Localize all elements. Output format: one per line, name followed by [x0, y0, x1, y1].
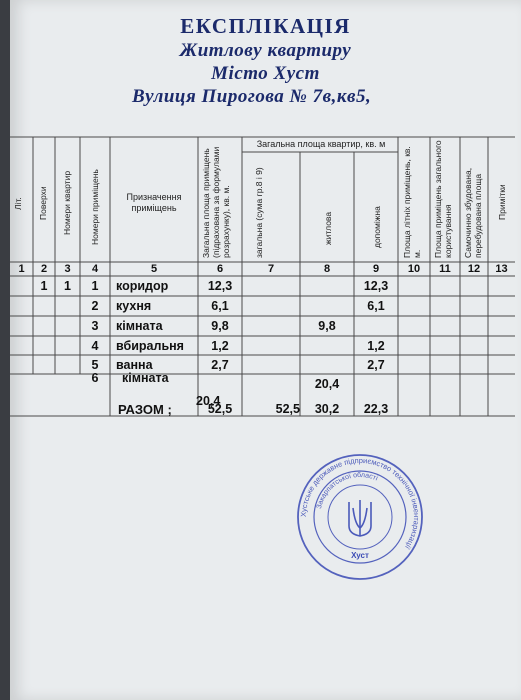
stamp-outer-text: Хустське державне підприємство технічної інвентаризації — [298, 455, 422, 551]
totals-living-area: 30,2 — [314, 402, 340, 416]
col-number: 2 — [40, 263, 48, 275]
official-stamp — [295, 452, 425, 582]
col-header-auxiliary-area: допоміжна — [372, 206, 382, 248]
col-header-room-purpose: Призначення приміщень — [126, 192, 182, 213]
cell-room-name: кухня — [116, 299, 152, 313]
cell-auxiliary-area: 6,1 — [367, 299, 385, 313]
cell-room-number: 3 — [91, 319, 99, 333]
doc-title: ЕКСПЛІКАЦІЯ — [180, 14, 351, 38]
stamp-city: Хуст — [351, 551, 369, 560]
col-header-living-area: житлова — [323, 211, 333, 245]
col-header-letter: Літ. — [13, 197, 23, 210]
cell-room-number: 6 — [91, 371, 99, 385]
cell-floor: 1 — [40, 279, 48, 293]
col-header-room-numbers: Номери приміщень — [90, 169, 100, 245]
cell-living-area: 9,8 — [318, 319, 336, 333]
cell-room-number: 2 — [91, 299, 99, 313]
col-header-apartment-area-group: Загальна площа квартир, кв. м — [256, 139, 386, 149]
col-number: 13 — [495, 263, 508, 275]
doc-subtitle-city: Місто Хуст — [211, 63, 320, 84]
col-header-notes: Примітки — [497, 184, 507, 220]
totals-label: РАЗОМ ; — [118, 402, 172, 417]
col-number: 1 — [18, 263, 25, 275]
col-number: 11 — [439, 263, 451, 275]
cell-living-area: 20,4 — [314, 377, 340, 391]
cell-room-number: 5 — [91, 358, 99, 372]
col-header-floors: Поверхи — [38, 186, 48, 220]
col-number: 9 — [372, 263, 380, 275]
col-number: 10 — [407, 263, 421, 275]
cell-total-area: 20,4 — [196, 394, 221, 408]
col-header-summer-area: Площа літніх приміщень, кв. м. — [402, 146, 422, 258]
cell-auxiliary-area: 1,2 — [367, 339, 385, 353]
col-header-common-area: Площа приміщень загального користування — [433, 140, 453, 258]
cell-room-name: кімната — [122, 371, 169, 385]
cell-total-area: 9,8 — [211, 319, 229, 333]
cell-apartment: 1 — [64, 279, 71, 293]
col-number: 8 — [323, 263, 331, 275]
document-page — [10, 0, 521, 700]
col-header-sum-area: загальна (сума гр.8 і 9) — [254, 167, 264, 258]
cell-auxiliary-area: 12,3 — [363, 279, 389, 293]
totals-auxiliary-area: 22,3 — [363, 402, 389, 416]
trident-emblem-icon — [349, 500, 371, 536]
cell-total-area: 2,7 — [211, 358, 229, 372]
col-header-total-area: Загальна площа приміщень (підрахована за формулами розрахунку), кв. м. — [201, 146, 231, 258]
col-number: 7 — [267, 263, 275, 275]
col-header-apartment-numbers: Номери квартир — [62, 170, 72, 235]
cell-total-area: 12,3 — [207, 279, 233, 293]
cell-room-name: кімната — [116, 319, 163, 333]
cell-auxiliary-area: 2,7 — [367, 358, 385, 372]
cell-total-area: 6,1 — [211, 299, 229, 313]
col-number: 12 — [467, 263, 481, 275]
col-header-unauthorized-area: Самочинно збудована, перебудована площа — [463, 167, 483, 258]
doc-subtitle-object: Житлову квартиру — [179, 40, 352, 61]
stamp-region-text: Закарпатської області — [315, 471, 379, 510]
cell-room-name: коридор — [116, 279, 169, 293]
col-number: 5 — [150, 263, 158, 275]
cell-room-name: вбиральня — [116, 339, 184, 353]
cell-room-number: 4 — [91, 339, 99, 353]
doc-subtitle-address: Вулиця Пирогова № 7в,кв5, — [132, 86, 372, 107]
cell-room-name: ванна — [116, 358, 153, 372]
totals-total-area: 52,5 — [207, 402, 233, 416]
col-number: 3 — [64, 263, 71, 275]
cell-total-area: 1,2 — [211, 339, 229, 353]
totals-sum-area: 52,5 — [275, 402, 300, 416]
col-number: 4 — [91, 263, 99, 275]
cell-room-number: 1 — [91, 279, 99, 293]
col-number: 6 — [216, 263, 224, 275]
